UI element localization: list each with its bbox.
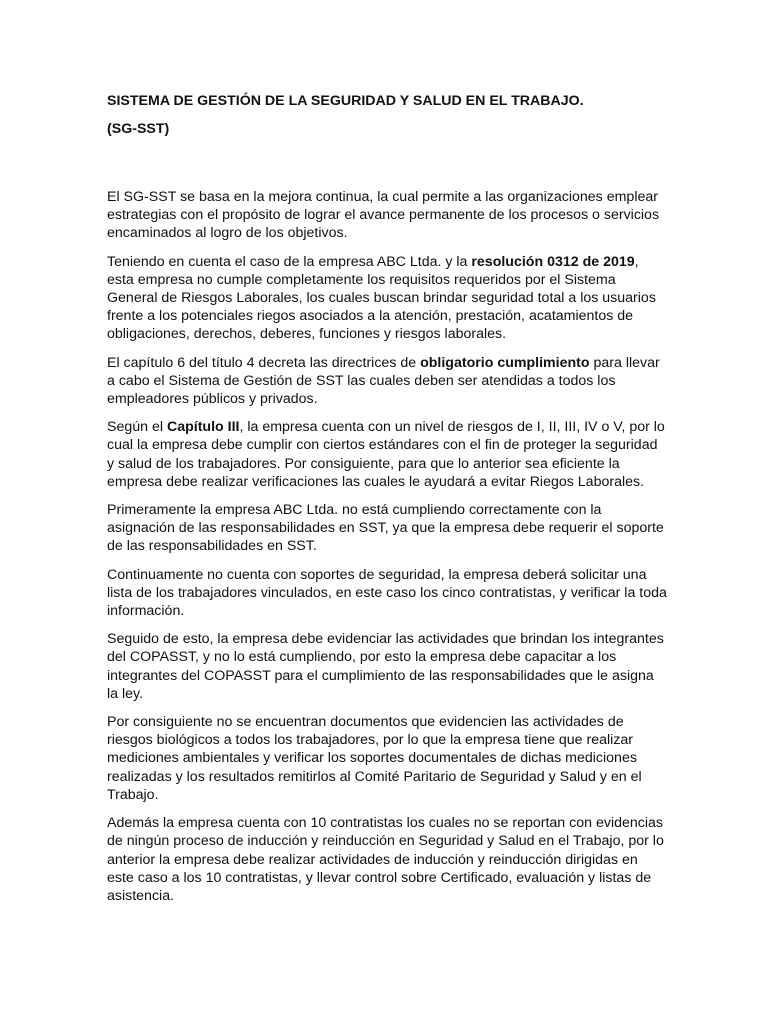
- paragraph-1: El SG-SST se basa en la mejora continua, la cual permite a las organizaciones emplear estrategias con el propósito de lograr el avance permanente de los procesos o servicios encaminados al logro de los objetivos.: [107, 189, 660, 242]
- paragraph-4: [107, 418, 667, 491]
- paragraph-9: Además la empresa cuenta con 10 contratistas los cuales no se reportan con evidencias de ningún proceso de inducción y reinducción en Seguridad y Salud en el Trabajo, por lo anterior la empresa debe realizar actividades de inducción y reinducción dirigidas en este caso a los 10 contratistas, y llevar control sobre Certificado, evaluación y listas de asistencia.: [107, 815, 664, 904]
- paragraph-4-text-b: , la empresa cuenta con un nivel de riesgos de I, II, III, IV o V, por lo cual la empresa debe cumplir con ciertos estándares con el fin de proteger la seguridad y salud de los trabajadores. Por consiguiente, para que lo anterior sea eficiente la empresa debe realizar verificaciones las cuales le ayudará a evitar Riegos Laborales.: [107, 419, 665, 490]
- paragraph-5: Primeramente la empresa ABC Ltda. no está cumpliendo correctamente con la asignación de las responsabilidades en SST, ya que la empresa debe requerir el soporte de las responsabilidades en SST.: [107, 502, 664, 555]
- document-subtitle: (SG-SST): [107, 121, 170, 137]
- paragraph-6: Continuamente no cuenta con soportes de seguridad, la empresa deberá solicitar una lista de los trabajadores vinculados, en este caso los cinco contratistas, y verificar la toda información.: [107, 566, 667, 620]
- paragraph-2-bold: resolución 0312 de 2019: [471, 253, 635, 270]
- paragraph-4-text-a: Según el: [107, 419, 167, 436]
- paragraph-3-text-a: El capítulo 6 del título 4 decreta las directrices de: [107, 354, 421, 371]
- paragraph-3: [107, 354, 667, 409]
- paragraph-3-text-b: para llevar a cabo el Sistema de Gestión de SST las cuales deben ser atendidas a todos los empleadores públicos y privados.: [107, 354, 660, 408]
- paragraph-2-text-a: Teniendo en cuenta el caso de la empresa ABC Ltda. y la: [107, 253, 472, 270]
- document-body: [107, 188, 667, 905]
- paragraph-4-bold: Capítulo III: [166, 419, 240, 436]
- document-page: [107, 92, 667, 915]
- paragraph-3-bold: obligatorio cumplimiento: [420, 354, 590, 371]
- document-title: SISTEMA DE GESTIÓN DE LA SEGURIDAD Y SALUD EN EL TRABAJO.: [107, 93, 584, 109]
- paragraph-7: Seguido de esto, la empresa debe evidenciar las actividades que brindan los integrantes del COPASST, y no lo está cumpliendo, por esto la empresa debe capacitar a los integrantes del COPASST para el cumplimiento de las responsabilidades que le asigna la ley.: [107, 631, 664, 702]
- paragraph-8: Por consiguiente no se encuentran documentos que evidencien las actividades de riesgos biológicos a todos los trabajadores, por lo que la empresa tiene que realizar mediciones ambientales y verificar los soportes documentales de dichas mediciones realizadas y los resultados remitirlos al Comité Paritario de Seguridad y Salud y en el Trabajo.: [107, 714, 642, 803]
- paragraph-2: [107, 253, 667, 344]
- paragraph-2-text-b: , esta empresa no cumple completamente los requisitos requeridos por el Sistema General de Riesgos Laborales, los cuales buscan brindar seguridad total a los usuarios frente a los potenciales riegos asociados a la atención, prestación, acatamientos de obligaciones, derechos, deberes, funciones y riesgos laborales.: [107, 253, 656, 343]
